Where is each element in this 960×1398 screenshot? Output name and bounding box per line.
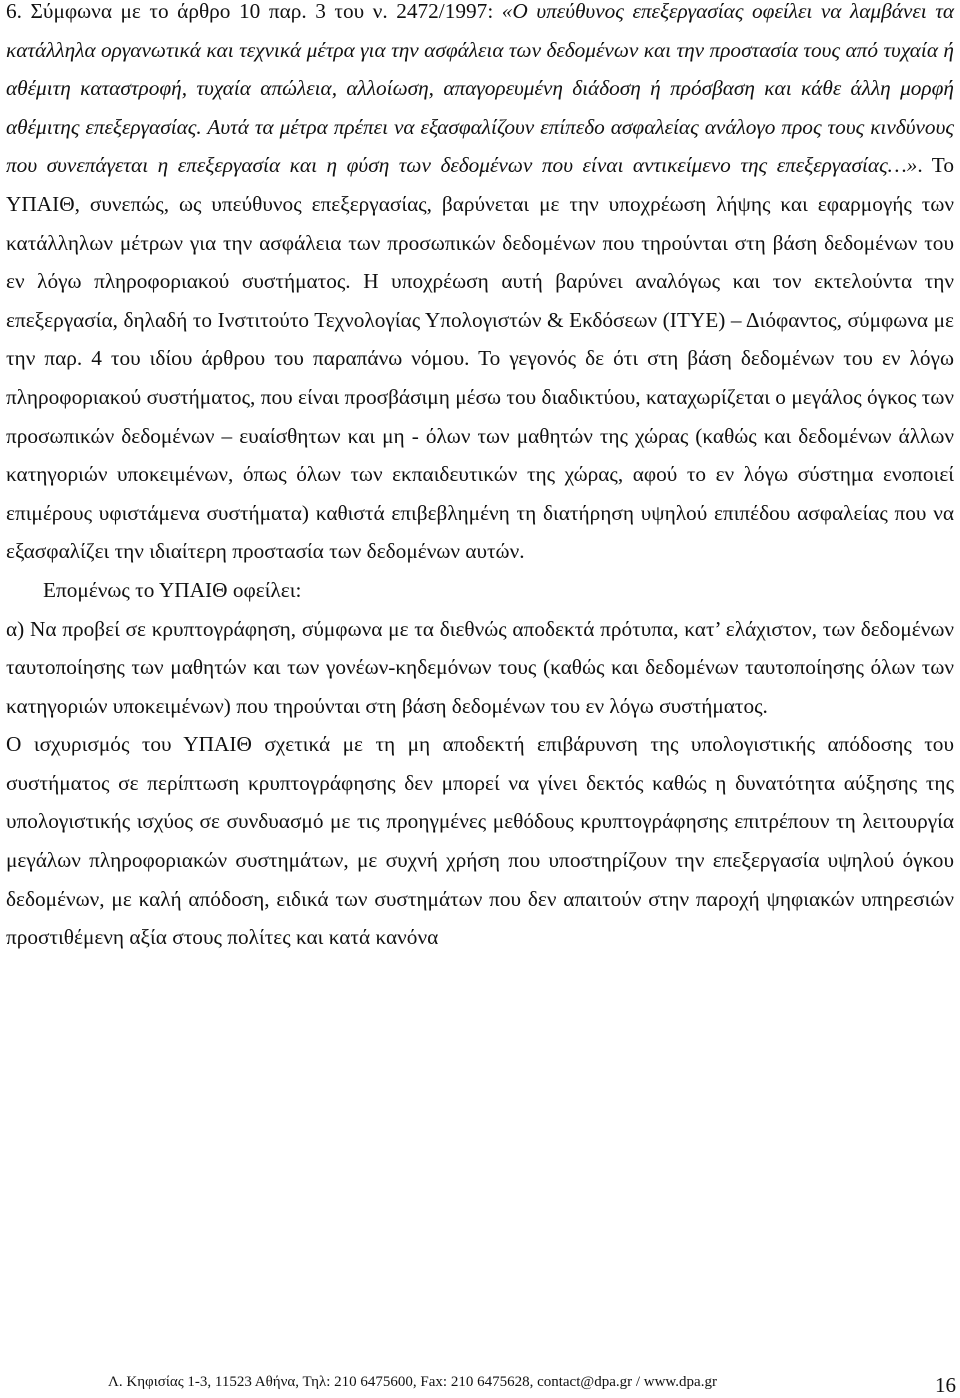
page-number: 16 (935, 1373, 956, 1397)
paragraph-claim: Ο ισχυρισμός του ΥΠΑΙΘ σχετικά με τη μη αποδεκτή επιβάρυνση της υπολογιστικής απόδοσης του συστήματος σε περίπτωση κρυπτογράφησης δεν μπορεί να γίνει δεκτός καθώς η δυνατότητα αύξησης της υπολογιστικής ισχύος σε συνδυασμό με τις προηγμένες μεθόδους κρυπτογράφησης επιτρέπουν τη λειτουργία μεγάλων πληροφοριακών συστημάτων, με συχνή χρήση που υποστηρίζουν την επεξεργασία υψηλού όγκου δεδομένων, με καλή απόδοση, ειδικά των συστημάτων που δεν απαιτούν στην παροχή ψηφιακών υπηρεσιών προστιθέμενη αξία στους πολίτες και κατά κανόνα (6, 732, 954, 950)
footer-divider (0, 1360, 960, 1361)
paragraph-rest: . Το ΥΠΑΙΘ, συνεπώς, ως υπεύθυνος επεξεργασίας, βαρύνεται με την υποχρέωση λήψης και εφαρμογής των κατάλληλων μέτρων για την ασφάλεια των προσωπικών δεδομένων που τηρούνται στη βάση δεδομένων του εν λόγω πληροφοριακού συστήματος. Η υποχρέωση αυτή βαρύνει αναλόγως και τον εκτελούντα την επεξεργασία, δηλαδή το Ινστιτούτο Τεχνολογίας Υπολογιστών & Εκδόσεων (ΙΤΥΕ) – Διόφαντος, σύμφωνα με την παρ. 4 του ιδίου άρθρου του παραπάνω νόμου. Το γεγονός δε ότι στη βάση δεδομένων του εν λόγω πληροφοριακού συστήματος, που είναι προσβάσιμη μέσω του διαδικτύου, καταχωρίζεται ο μεγάλος όγκος των προσωπικών δεδομένων – ευαίσθητων και μη - όλων των μαθητών της χώρας (καθώς και δεδομένων άλλων κατηγοριών υποκειμένων, όπως όλων των εκπαιδευτικών της χώρας, αφού το εν λόγω σύστημα ενοποιεί επιμέρους υφιστάμενα συστήματα) καθιστά επιβεβλημένη τη διατήρηση υψηλού επιπέδου ασφαλείας που να εξασφαλίζει την ιδιαίτερη προστασία των δεδομένων αυτών. (6, 153, 954, 564)
paragraph-item-a: α) Να προβεί σε κρυπτογράφηση, σύμφωνα με τα διεθνώς αποδεκτά πρότυπα, κατ’ ελάχιστον, των δεδομένων ταυτοποίησης των μαθητών και των γονέων-κηδεμόνων τους (καθώς και δεδομένων ταυτοποίησης όλων των κατηγοριών υποκειμένων) που τηρούνται στη βάση δεδομένων του εν λόγω συστήματος. (6, 616, 954, 718)
paragraph-intro: 6. Σύμφωνα με το άρθρο 10 παρ. 3 του ν. 2472/1997: (6, 0, 502, 23)
document-body (6, 0, 954, 957)
paragraph-article-10 (6, 0, 954, 571)
law-quote: «Ο υπεύθυνος επεξεργασίας οφείλει να λαμβάνει τα κατάλληλα οργανωτικά και τεχνικά μέτρα για την ασφάλεια των δεδομένων και την προστασία τους από τυχαία ή αθέμιτη καταστροφή, τυχαία απώλεια, αλλοίωση, απαγορευμένη διάδοση ή πρόσβαση και κάθε άλλη μορφή αθέμιτης επεξεργασίας. Αυτά τα μέτρα πρέπει να εξασφαλίζουν επίπεδο ασφαλείας ανάλογο προς τους κινδύνους που συνεπάγεται η επεξεργασία και η φύση των δεδομένων που είναι αντικείμενο της επεξεργασίας…» (6, 0, 955, 178)
footer-address: Λ. Κηφισίας 1-3, 11523 Αθήνα, Τηλ: 210 6475600, Fax: 210 6475628, contact@dpa.gr / www.dpa.gr (108, 1374, 717, 1390)
page-footer (0, 1360, 960, 1398)
paragraph-therefore: Επομένως το ΥΠΑΙΘ οφείλει: (43, 577, 302, 602)
